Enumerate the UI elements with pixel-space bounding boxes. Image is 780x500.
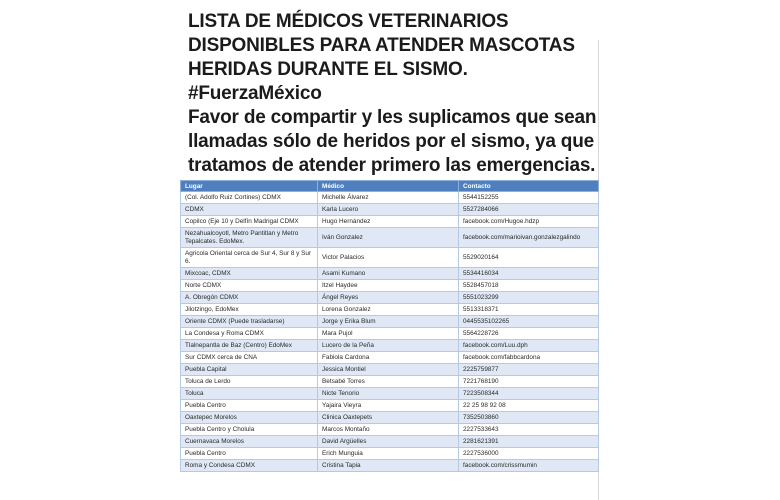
cell-medico: Lorena Gonzalez [318,304,459,316]
table-row [181,436,599,448]
cell-medico: Itzel Haydee [318,280,459,292]
cell-lugar: Roma y Condesa CDMX [181,460,318,472]
table-row [181,316,599,328]
cell-lugar: Toluca de Lerdo [181,376,318,388]
cell-medico: Yajaira Vieyra [318,400,459,412]
cell-medico: Karla Lucero [318,204,459,216]
cell-medico: Erich Munguia [318,448,459,460]
cell-contacto: 2281621391 [459,436,599,448]
cell-lugar: A. Obregón CDMX [181,292,318,304]
table-row [181,388,599,400]
table-row [181,248,599,268]
post-title: LISTA DE MÉDICOS VETERINARIOS DISPONIBLES PARA ATENDER MASCOTAS HERIDAS DURANTE EL SISMO. #FuerzaMéxico [188,11,575,104]
cell-contacto: 5544152255 [459,192,599,204]
cell-medico: Iván Gonzalez [318,228,459,248]
cell-contacto[interactable]: facebook.com/Luu.dph [459,340,599,352]
cell-medico: Victor Palacios [318,248,459,268]
cell-contacto[interactable]: facebook.com/Hugoe.hdzp [459,216,599,228]
table-row [181,204,599,216]
table-row [181,228,599,248]
cell-contacto: 5534416034 [459,268,599,280]
cell-lugar: CDMX [181,204,318,216]
table-row [181,460,599,472]
cell-contacto: 2227533643 [459,424,599,436]
cell-lugar: Nezahualcoyotl, Metro Pantitlan y Metro Tepalcates. EdoMex. [181,228,318,248]
cell-medico: Fabiola Cardona [318,352,459,364]
cell-contacto: 5513318371 [459,304,599,316]
table-row [181,328,599,340]
cell-lugar: Norte CDMX [181,280,318,292]
cell-contacto: 5564228726 [459,328,599,340]
veterinarians-table [180,180,599,472]
cell-contacto: 5529020164 [459,248,599,268]
cell-lugar: Mixcoac, CDMX [181,268,318,280]
table-row [181,448,599,460]
table-row [181,216,599,228]
table-row [181,400,599,412]
cell-lugar: La Condesa y Roma CDMX [181,328,318,340]
table-row [181,352,599,364]
cell-contacto[interactable]: facebook.com/crissmumin [459,460,599,472]
cell-lugar: Puebla Capital [181,364,318,376]
cell-contacto: 7221768190 [459,376,599,388]
cell-medico: Jorge y Erika Blum [318,316,459,328]
cell-medico: Marcos Montaño [318,424,459,436]
table-row [181,364,599,376]
cell-contacto: 5528457018 [459,280,599,292]
cell-medico: Lucero de la Peña [318,340,459,352]
cell-lugar: Cuernavaca Morelos [181,436,318,448]
header-lugar: Lugar [181,181,318,192]
table-row [181,280,599,292]
cell-lugar: Puebla Centro [181,400,318,412]
cell-contacto: 0445535102265 [459,316,599,328]
cell-medico: Cristina Tapia [318,460,459,472]
cell-lugar: Sur CDMX cerca de CNA [181,352,318,364]
cell-contacto: 5551023299 [459,292,599,304]
cell-medico: Betsabé Torres [318,376,459,388]
cell-lugar: Jilotzingo, EdoMex [181,304,318,316]
cell-contacto: 2227536000 [459,448,599,460]
cell-contacto[interactable]: facebook.com/fabbcardona [459,352,599,364]
cell-lugar: Puebla Centro y Cholula [181,424,318,436]
cell-lugar: Copilco (Eje 10 y Delfín Madrigal CDMX [181,216,318,228]
header-contacto: Contacto [459,181,599,192]
cell-contacto[interactable]: facebook.com/marioivan.gonzalezgalindo [459,228,599,248]
header-medico: Médico [318,181,459,192]
cell-medico: David Argüelles [318,436,459,448]
cell-medico: Clinica Oaxtepets [318,412,459,424]
cell-medico: Jessica Montiel [318,364,459,376]
cell-medico: Michelle Álvarez [318,192,459,204]
table-row [181,268,599,280]
cell-contacto: 7223508344 [459,388,599,400]
cell-contacto: 5527284066 [459,204,599,216]
table-row [181,292,599,304]
cell-contacto: 2225759877 [459,364,599,376]
cell-lugar: Oriente CDMX (Puede trasladarse) [181,316,318,328]
table-row [181,304,599,316]
table-row [181,192,599,204]
cell-lugar: Tlalnepantla de Baz (Centro) EdoMex [181,340,318,352]
post-subtitle: Favor de compartir y les suplicamos que sean llamadas sólo de heridos por el sismo, ya que tratamos de atender primero las emergencias. [188,107,597,176]
table-row [181,340,599,352]
table-row [181,424,599,436]
cell-medico: Mara Pujol [318,328,459,340]
cell-lugar: Agricola Oriental cerca de Sur 4, Sur 8 y Sur 6. [181,248,318,268]
cell-lugar: (Col. Adolfo Ruiz Cortines) CDMX [181,192,318,204]
scroll-edge [598,40,607,500]
cell-medico: Hugo Hernández [318,216,459,228]
cell-lugar: Toluca [181,388,318,400]
cell-medico: Ángel Reyes [318,292,459,304]
cell-lugar: Oaxtepec Morelos [181,412,318,424]
cell-contacto: 7352503860 [459,412,599,424]
table-row [181,412,599,424]
table-row [181,376,599,388]
cell-medico: Asami Kumano [318,268,459,280]
cell-medico: Nicte Tenorio [318,388,459,400]
cell-contacto: 22 25 98 92 08 [459,400,599,412]
table-header-row [181,181,599,192]
cell-lugar: Puebla Centro [181,448,318,460]
